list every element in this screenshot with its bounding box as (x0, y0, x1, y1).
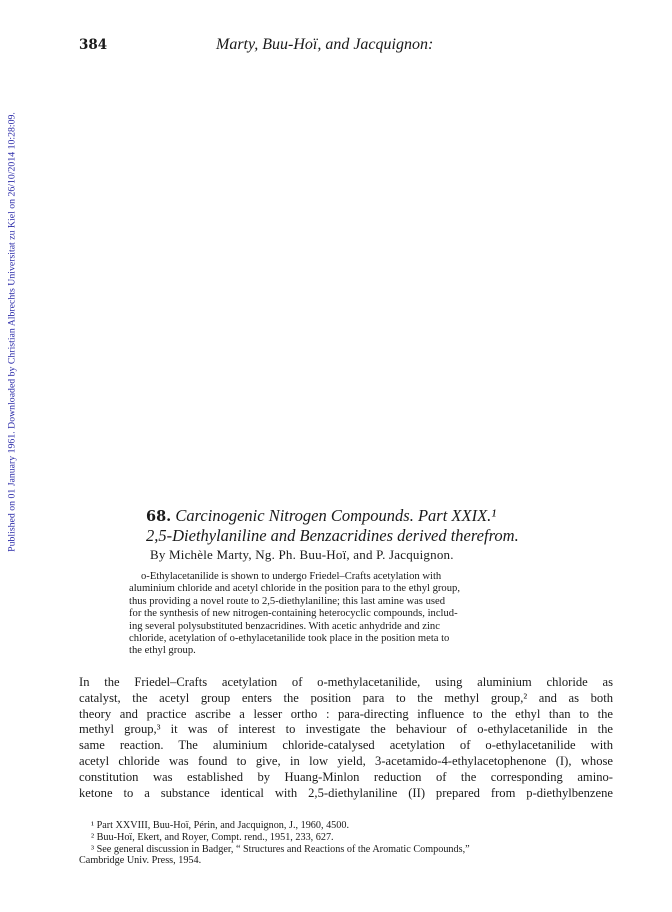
abstract-line: for the synthesis of new nitrogen-containing heterocyclic compounds, includ- (129, 608, 458, 620)
footnote-line: ² Buu-Hoï, Ekert, and Royer, Compt. rend., 1951, 233, 627. (91, 831, 334, 843)
body-line: In the Friedel–Crafts acetylation of o-methylacetanilide, using aluminium chloride as (79, 675, 613, 689)
abstract-line: chloride, acetylation of o-ethylacetanilide took place in the position meta to (129, 633, 450, 645)
abstract-line: aluminium chloride and acetyl chloride in the position para to the ethyl group, (129, 583, 460, 595)
page-number: 384 (79, 37, 108, 53)
abstract-line: the ethyl group. (129, 645, 196, 657)
article-title-main: Carcinogenic Nitrogen Compounds. Part XXIX.¹ (175, 506, 497, 525)
download-watermark (0, 88, 24, 576)
body-text (79, 675, 613, 801)
body-line: theory and practice ascribe a lesser ortho : para-directing influence to the ethyl than to the (79, 706, 613, 721)
download-notice[interactable]: Published on 01 January 1961. Downloaded by Christian Albrechts Universitat zu Kiel on 26/10/2014 10:28:09. (6, 112, 18, 552)
body-line: constitution was established by Huang-Minlon reduction of the corresponding amino- (79, 769, 613, 784)
abstract-line: o-Ethylacetanilide is shown to undergo Friedel–Crafts acetylation with (141, 571, 442, 582)
body-line: same reaction. The aluminium chloride-catalysed acetylation of o-ethylacetanilide with (79, 738, 613, 753)
article-title-line-1 (146, 506, 626, 526)
body-line: acetyl chloride was found to give, in low yield, 3-acetamido-4-ethylacetophenone (I), whose (79, 753, 613, 768)
footnotes (79, 820, 613, 867)
footnote-line: Cambridge Univ. Press, 1954. (79, 855, 202, 867)
article-title-block (146, 506, 626, 545)
article-title-line-2: 2,5-Diethylaniline and Benzacridines derived therefrom. (146, 526, 519, 545)
abstract-line: thus providing a novel route to 2,5-diethylaniline; this last amine was used (129, 595, 445, 607)
running-title: Marty, Buu-Hoï, and Jacquignon: (216, 36, 434, 53)
footnote-line: ¹ Part XXVIII, Buu-Hoï, Périn, and Jacquignon, J., 1960, 4500. (91, 820, 349, 831)
article-number: 68. (146, 508, 172, 525)
body-line: methyl group,³ it was of interest to investigate the behaviour of o-ethylacetanilide in the (79, 722, 613, 737)
footnote-line: ³ See general discussion in Badger, “ Structures and Reactions of the Aromatic Compounds,” (91, 843, 470, 855)
body-line: ketone to a substance identical with 2,5-diethylaniline (II) prepared from p-diethylbenzene (79, 785, 613, 800)
author-line: By Michèle Marty, Ng. Ph. Buu-Hoï, and P. Jacquignon. (150, 547, 454, 562)
body-line: catalyst, the acetyl group enters the position para to the methyl group,² and as both (79, 690, 613, 705)
abstract (129, 571, 529, 658)
abstract-line: ing several polysubstituted benzacridines. With acetic anhydride and zinc (129, 620, 440, 632)
